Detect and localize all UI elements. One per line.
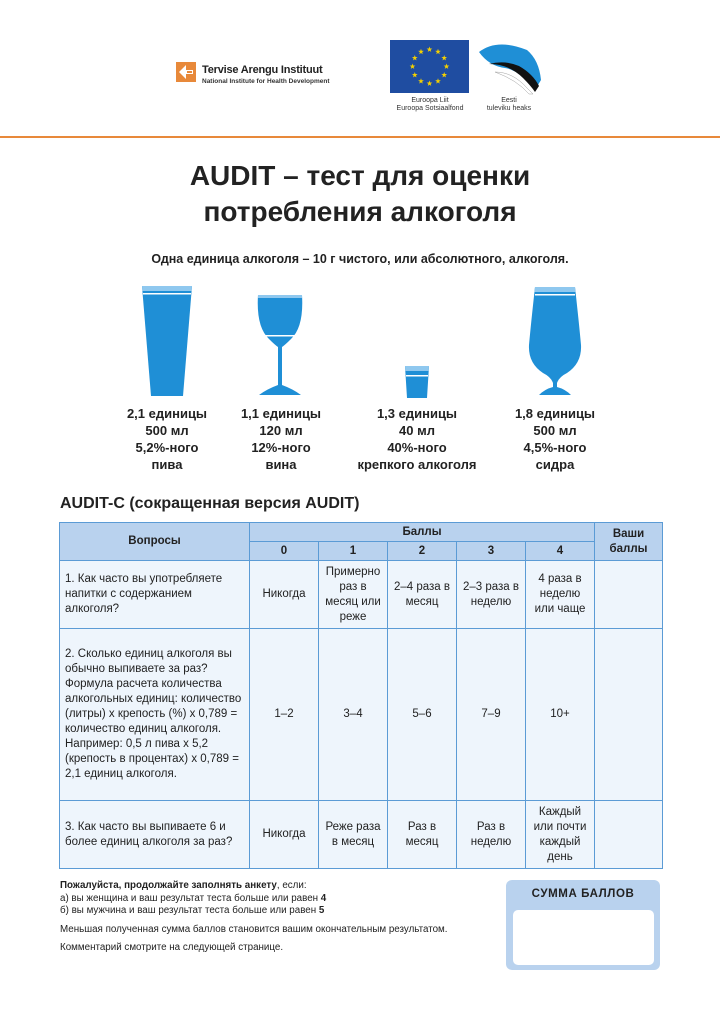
drink-caption-wine: 1,1 единицы 120 мл 12%-ного вина	[240, 406, 322, 472]
table-row	[60, 801, 663, 869]
points-col-1: 1	[319, 542, 388, 561]
points-col-4: 4	[526, 542, 595, 561]
notes-comment: Комментарий смотрите на следующей странице.	[60, 942, 284, 953]
score-input-1[interactable]	[595, 561, 663, 629]
table-row	[60, 629, 663, 801]
answer-cell: 10+	[526, 629, 595, 801]
beer-glass-icon	[139, 282, 195, 400]
eu-flag-icon	[390, 40, 469, 93]
notes-intro: Пожалуйста, продолжайте заполнять анкету, если:	[60, 880, 307, 891]
answer-cell: Никогда	[250, 561, 319, 629]
answer-cell: 5–6	[388, 629, 457, 801]
answer-cell: Никогда	[250, 801, 319, 869]
questions-header: Вопросы	[60, 523, 250, 561]
answer-cell: Примерно раз в месяц или реже	[319, 561, 388, 629]
answer-cell: 2–4 раза в месяц	[388, 561, 457, 629]
ee-caption-line2: tuleviku heaks	[486, 105, 532, 112]
answer-cell: 7–9	[457, 629, 526, 801]
question-2: 2. Сколько единиц алкоголя вы обычно выпиваете за раз? Формула расчета количества алкогольных единиц: количество (литры) x крепость (%) x 0,789 = количество единиц алкоголя. Например: 0,5 л пива x 5,2 (крепость в процентах) x 0,789 = 2,1 единиц алкоголя.	[60, 629, 250, 801]
audit-c-table	[59, 522, 663, 869]
answer-cell: 2–3 раза в неделю	[457, 561, 526, 629]
instructions-notes	[60, 880, 500, 955]
points-col-2: 2	[388, 542, 457, 561]
answer-cell: Каждый или почти каждый день	[526, 801, 595, 869]
ee-caption-line1: Eesti	[501, 97, 517, 104]
section-title: AUDIT-C (сокращенная версия AUDIT)	[60, 495, 360, 512]
eu-caption-line1: Euroopa Liit	[411, 97, 449, 104]
answer-cell: Раз в неделю	[457, 801, 526, 869]
institute-subtitle: National Institute for Health Development	[202, 78, 330, 85]
sum-box-label: СУММА БАЛЛОВ	[531, 888, 635, 900]
tai-logo-icon	[176, 62, 196, 82]
notes-line-b: б) вы мужчина и ваш результат теста больше или равен 5	[60, 905, 325, 916]
table-header-row	[60, 523, 663, 542]
cider-glass-icon	[527, 283, 583, 399]
points-col-0: 0	[250, 542, 319, 561]
notes-line-a: а) вы женщина и ваш результат теста больше или равен 4	[60, 892, 327, 904]
score-input-2[interactable]	[595, 629, 663, 801]
answer-cell: Реже раза в месяц	[319, 801, 388, 869]
answer-cell: 3–4	[319, 629, 388, 801]
your-points-header: Ваши баллы	[595, 523, 663, 561]
sum-total-field[interactable]	[513, 910, 654, 965]
question-3: 3. Как часто вы выпиваете 6 и более единиц алкоголя за раз?	[60, 801, 250, 869]
page-subtitle: Одна единица алкоголя – 10 г чистого, или абсолютного, алкоголя.	[151, 252, 569, 266]
answer-cell: Раз в месяц	[388, 801, 457, 869]
header-divider	[0, 136, 720, 138]
answer-cell: 4 раза в неделю или чаще	[526, 561, 595, 629]
institute-name: Tervise Arengu Instituut	[202, 64, 323, 76]
estonia-future-logo-icon	[475, 38, 543, 96]
notes-final: Меньшая полученная сумма баллов становится вашим окончательным результатом.	[60, 923, 448, 935]
wine-glass-icon	[255, 289, 305, 399]
title-line-2: потребления алкоголя	[203, 196, 517, 227]
question-1: 1. Как часто вы употребляете напитки с содержанием алкоголя?	[60, 561, 250, 629]
points-col-3: 3	[457, 542, 526, 561]
shot-glass-icon	[404, 364, 430, 400]
score-input-3[interactable]	[595, 801, 663, 869]
table-row	[60, 561, 663, 629]
title-line-1: AUDIT – тест для оценки	[189, 160, 531, 191]
answer-cell: 1–2	[250, 629, 319, 801]
points-header: Баллы	[250, 523, 595, 542]
drink-caption-beer: 2,1 единицы 500 мл 5,2%-ного пива	[126, 406, 208, 472]
drink-caption-spirits: 1,3 единицы 40 мл 40%-ного крепкого алкоголя	[357, 406, 477, 472]
page-title	[60, 158, 660, 230]
eu-caption-line2: Euroopa Sotsiaalfond	[396, 105, 464, 112]
drink-caption-cider: 1,8 единицы 500 мл 4,5%-ного сидра	[514, 406, 596, 472]
